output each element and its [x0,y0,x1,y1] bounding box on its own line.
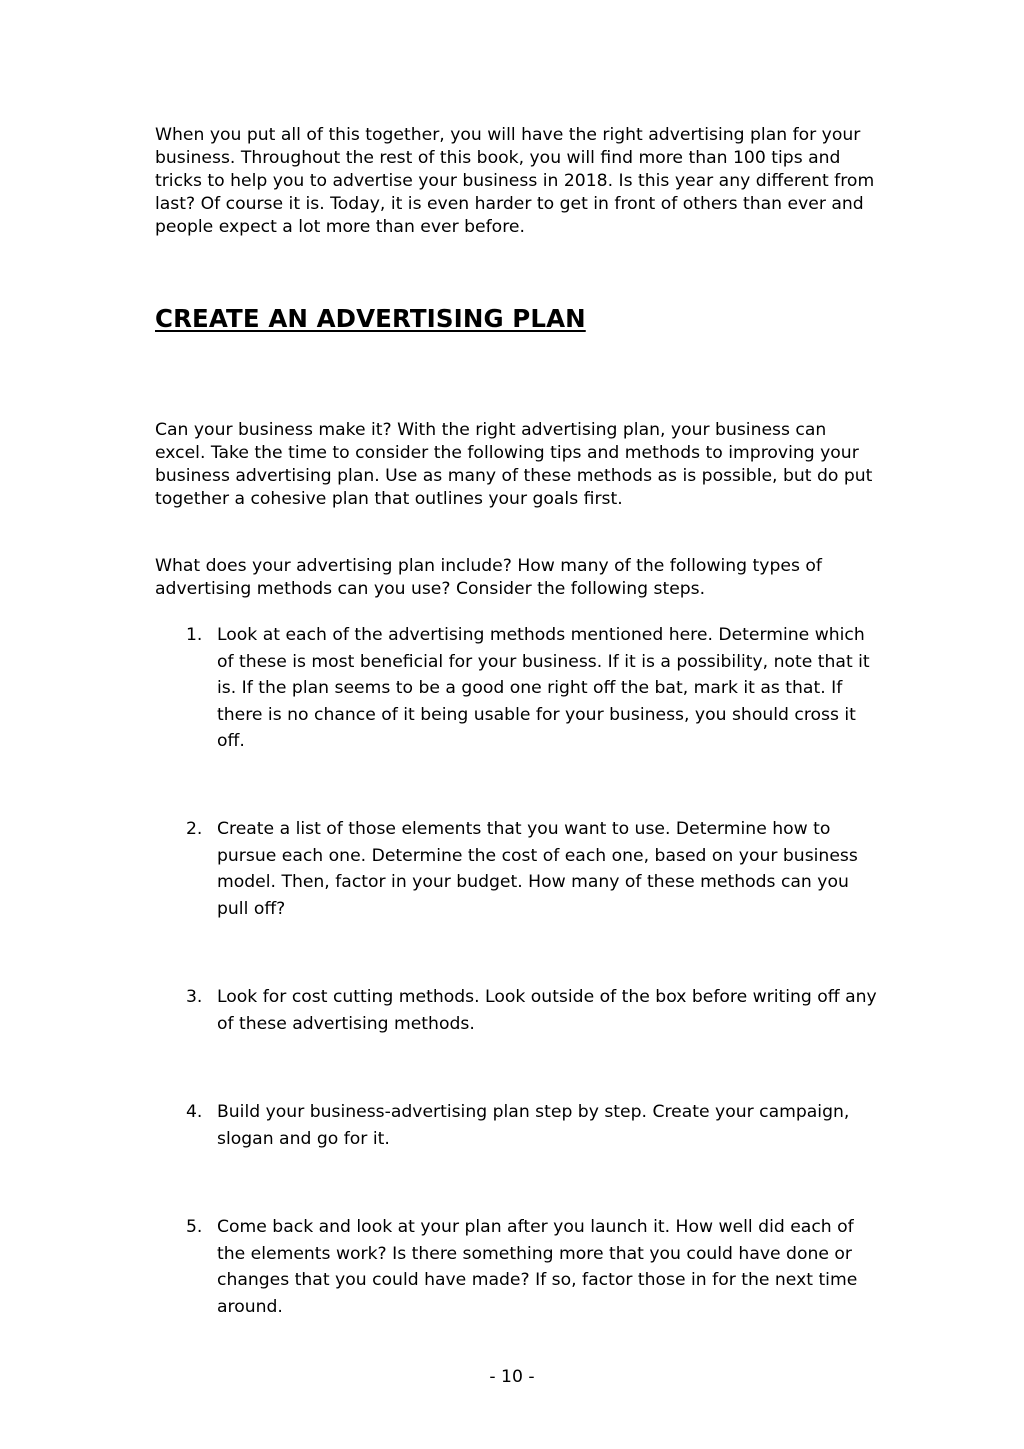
step-number: 3. [186,987,203,1007]
step-number: 4. [186,1102,203,1122]
paragraph-2: Can your business make it? With the right advertising plan, your business can excel. Take the time to consider the following tips and methods to improving your business advertising plan. Use as many of these methods as is possible, but do put together a cohesive plan that outlines your goals first. [155,420,873,509]
step-text: Come back and look at your plan after you launch it. How well did each of the elements work? Is there something more that you could have done or changes that you could have made? If so, factor those in for the next time around. [217,1217,858,1317]
section-heading: CREATE AN ADVERTISING PLAN [155,304,586,333]
page-number: - 10 - [489,1367,535,1387]
page-content [155,124,877,1317]
step-text: Create a list of those elements that you want to use. Determine how to pursue each one. Determine the cost of each one, based on your business model. Then, factor in your budget. How many of these methods can you pull off? [217,819,858,919]
step-text: Look for cost cutting methods. Look outside of the box before writing off any of these advertising methods. [217,987,877,1034]
step-number: 2. [186,819,203,839]
step-number: 1. [186,625,203,645]
paragraph-3: What does your advertising plan include? How many of the following types of advertising methods can you use? Consider the following steps. [155,556,822,599]
step-number: 5. [186,1217,203,1237]
intro-paragraph: When you put all of this together, you will have the right advertising plan for your business. Throughout the rest of this book, you will find more than 100 tips and tricks to help you to advertise your business in 2018. Is this year any different from last? Of course it is. Today, it is even harder to get in front of others than ever and people expect a lot more than ever before. [155,125,875,237]
step-text: Build your business-advertising plan step by step. Create your campaign, slogan and go for it. [217,1102,850,1149]
step-text: Look at each of the advertising methods mentioned here. Determine which of these is most beneficial for your business. If it is a possibility, note that it is. If the plan seems to be a good one right off the bat, mark it as that. If there is no chance of it being usable for your business, you should cross it off. [217,625,870,751]
